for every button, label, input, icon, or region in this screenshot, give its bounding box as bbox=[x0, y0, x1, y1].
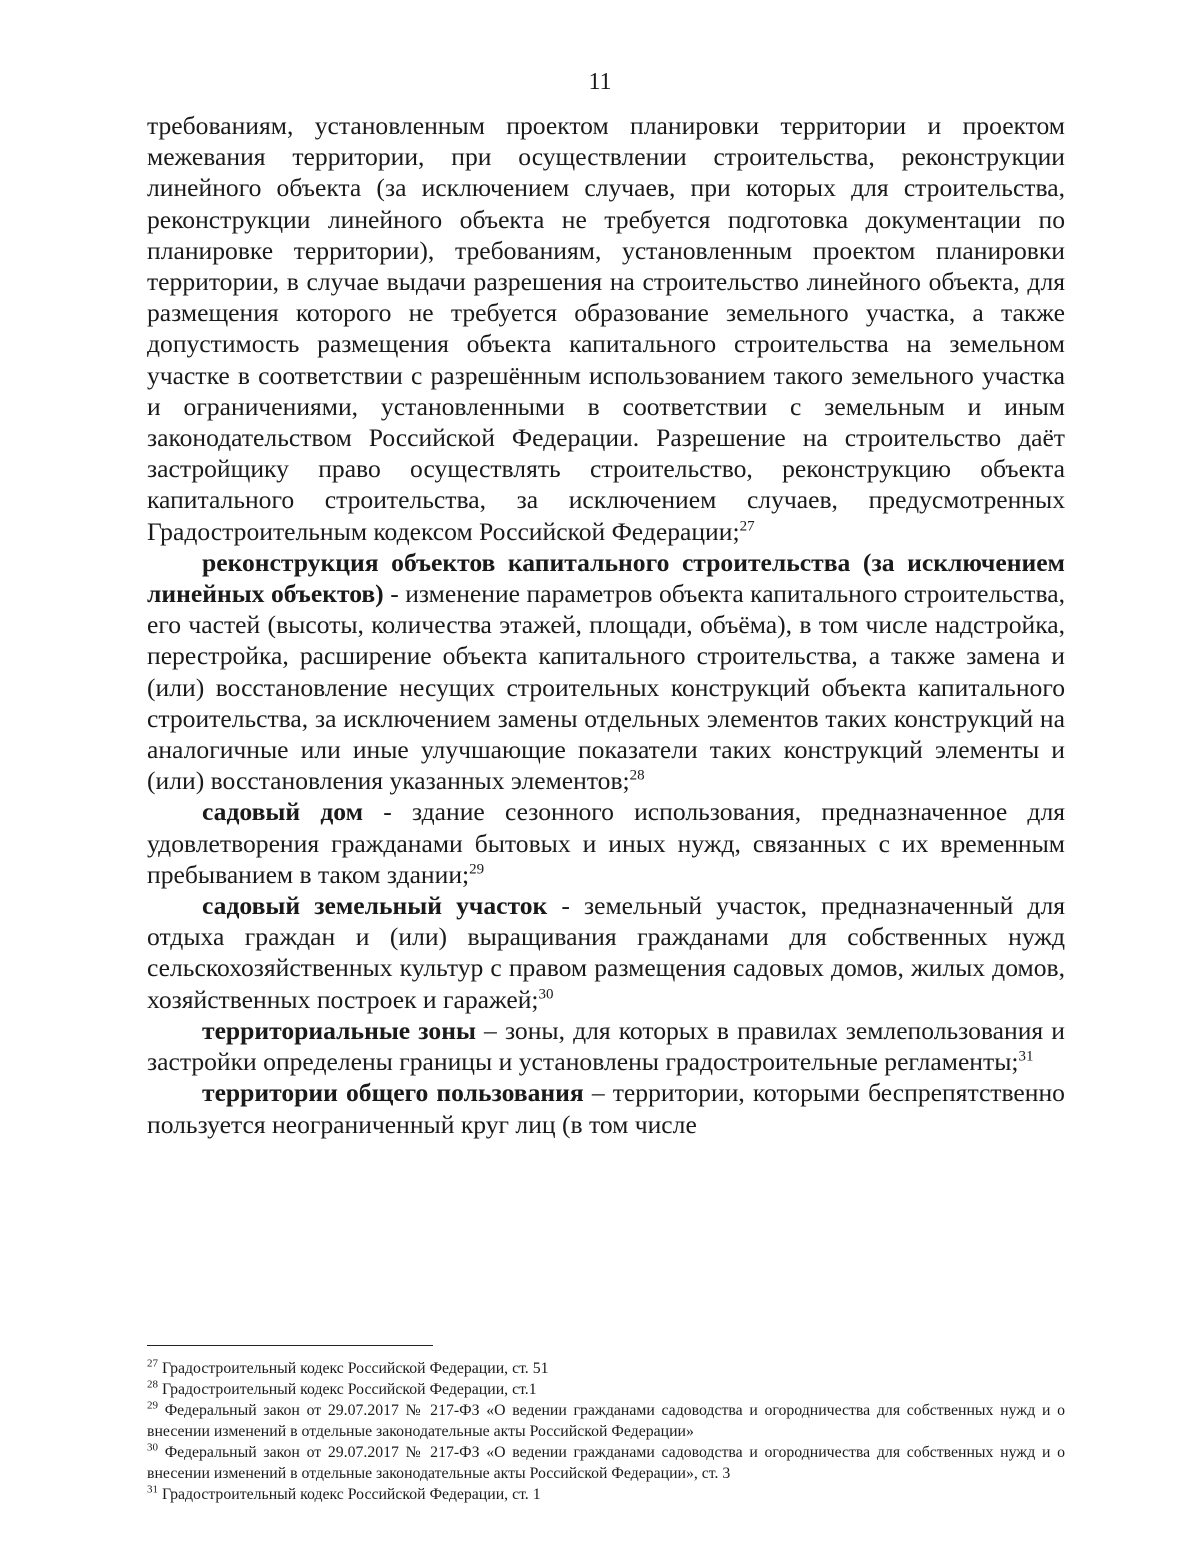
paragraph-continuation bbox=[147, 110, 1065, 547]
footnote bbox=[147, 1442, 1065, 1484]
definition-paragraph bbox=[147, 1077, 1065, 1139]
definition-text: – зоны, для которых в правилах землепользования и застройки определены границы и установлены градостроительные регламенты; bbox=[147, 1015, 1065, 1077]
footnote-number: 31 bbox=[147, 1483, 158, 1496]
definition-text: - здание сезонного использования, предназначенное для удовлетворения гражданами бытовых и иных нужд, связанных с их временным пребыванием в таком здании; bbox=[147, 797, 1066, 889]
definition-text: - изменение параметров объекта капитального строительства, его частей (высоты, количества этажей, площади, объёма), в том числе надстройка, перестройка, расширение объекта капитального строительства, а также замена и (или) восстановление несущих строительных конструкций объекта капитального строительства, за исключением замены отдельных элементов таких конструкций на аналогичные или иные улучшающие показатели таких конструкций элементы и (или) восстановления указанных элементов; bbox=[147, 579, 1065, 796]
paragraph-text: требованиям, установленным проектом планировки территории и проектом межевания территории, при осуществлении строительства, реконструкции линейного объекта (за исключением случаев, при которых для строительства, реконструкции линейного объекта не требуется подготовка документации по планировке территории), требованиям, установленным проектом планировки территории, в случае выдачи разрешения на строительство линейного объекта, для размещения которого не требуется образование земельного участка, а также допустимость размещения объекта капитального строительства на земельном участке в соответствии с разрешённым использованием такого земельного участка и ограничениями, установленными в соответствии с земельным и иным законодательством Российской Федерации. Разрешение на строительство даёт застройщику право осуществлять строительство, реконструкцию объекта капитального строительства, за исключением случаев, предусмотренных Градостроительным кодексом Российской Федерации; bbox=[147, 111, 1065, 546]
definition-term: территории общего пользования bbox=[202, 1078, 584, 1108]
definition-paragraph bbox=[147, 547, 1065, 797]
definition-paragraph bbox=[147, 1015, 1065, 1077]
definition-text: – территории, которыми беспрепятственно пользуется неограниченный круг лиц (в том числе bbox=[147, 1078, 1065, 1139]
footnote-text: Градостроительный кодекс Российской Федерации, ст. 1 bbox=[161, 1486, 541, 1503]
footnote-number: 30 bbox=[147, 1441, 158, 1454]
definition-text: - земельный участок, предназначенный для отдыха граждан и (или) выращивания гражданами для собственных нужд сельскохозяйственных культур с правом размещения садовых домов, жилых домов, хозяйственных построек и гаражей; bbox=[147, 891, 1065, 1014]
footnote-ref: 30 bbox=[538, 986, 554, 1003]
footnote-text: Федеральный закон от 29.07.2017 № 217-ФЗ «О ведении гражданами садоводства и огородничества для собственных нужд и о внесении изменений в отдельные законодательные акты Российской Федерации», ст. 3 bbox=[147, 1444, 1065, 1482]
footnote-ref: 29 bbox=[469, 861, 485, 878]
footnote-text: Федеральный закон от 29.07.2017 № 217-ФЗ «О ведении гражданами садоводства и огородничества для собственных нужд и о внесении изменений в отдельные законодательные акты Российской Федерации» bbox=[147, 1402, 1065, 1440]
footnote-number: 29 bbox=[147, 1399, 158, 1412]
body-text bbox=[147, 110, 1065, 1140]
footnote bbox=[147, 1379, 1065, 1400]
footnote-text: Градостроительный кодекс Российской Федерации, ст.1 bbox=[161, 1381, 537, 1398]
footnote-text: Градостроительный кодекс Российской Федерации, ст. 51 bbox=[161, 1360, 549, 1377]
footnote-ref: 31 bbox=[1018, 1048, 1034, 1065]
footnote bbox=[147, 1484, 1065, 1505]
footnote-ref: 27 bbox=[739, 518, 755, 535]
definition-term: территориальные зоны bbox=[202, 1015, 476, 1045]
footnote-divider bbox=[147, 1345, 433, 1346]
footnote-number: 28 bbox=[147, 1378, 158, 1391]
page-number: 11 bbox=[588, 69, 612, 95]
definition-term: реконструкция объектов капитального строительства (за исключением линейных объектов) bbox=[147, 547, 1065, 609]
definition-term: садовый земельный участок bbox=[202, 891, 548, 921]
footnote bbox=[147, 1358, 1065, 1379]
footnote-number: 27 bbox=[147, 1357, 158, 1370]
footnotes bbox=[147, 1358, 1065, 1505]
definition-term: садовый дом bbox=[202, 797, 364, 827]
definition-paragraph bbox=[147, 890, 1065, 1015]
definition-paragraph bbox=[147, 796, 1065, 890]
footnote bbox=[147, 1400, 1065, 1442]
footnote-ref: 28 bbox=[629, 767, 645, 784]
